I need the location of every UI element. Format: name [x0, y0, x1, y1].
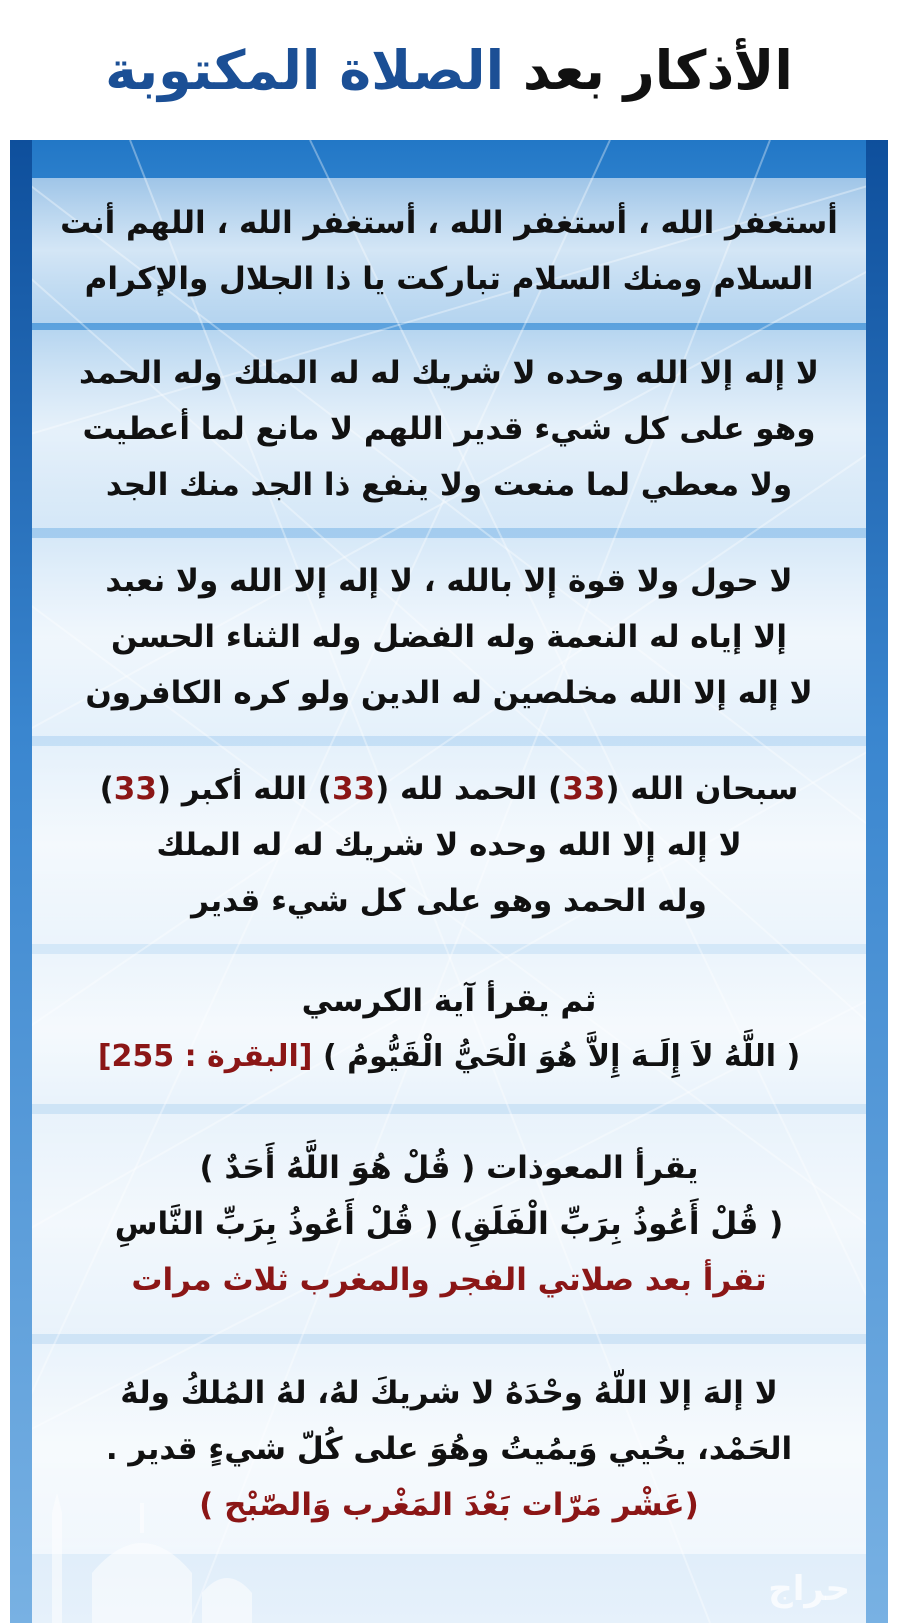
title-bar	[10, 0, 888, 140]
dhikr-note: (عَشْر مَرّات بَعْدَ المَغْرب وَالصّبْح )	[199, 1487, 699, 1523]
dhikr-block-2	[32, 330, 866, 528]
tasbih-text: ) الحمد لله (	[375, 771, 563, 807]
dhikr-block-1	[32, 178, 866, 323]
dhikr-line: وله الحمد وهو على كل شيء قدير	[191, 883, 707, 919]
tasbih-text: سبحان الله (	[605, 771, 799, 807]
mosque-silhouette-icon	[32, 1493, 272, 1623]
poster	[10, 0, 888, 1623]
ayat-al-kursi-line	[98, 1029, 800, 1085]
count-badge: 33	[113, 771, 157, 807]
tasbih-line	[100, 761, 799, 817]
dhikr-line: الحَمْد، يحُيي وَيمُيتُ وهُوَ على كُلّ شيءٍ قدير .	[105, 1431, 793, 1467]
dhikr-block-6	[32, 1114, 866, 1334]
dhikr-line: لا إله إلا الله وحده لا شريك له له الملك وله الحمد	[79, 355, 819, 391]
verse-text: ( اللَّهُ لاَ إِلَـهَ إِلاَّ هُوَ الْحَيُّ الْقَيُّومُ )	[322, 1039, 801, 1074]
dhikr-line: لا إله إلا الله مخلصين له الدين ولو كره الكافرون	[85, 675, 813, 711]
dhikr-line: ولا معطي لما منعت ولا ينفع ذا الجد منك الجد	[105, 467, 793, 503]
dhikr-line: وهو على كل شيء قدير اللهم لا مانع لما أعطيت	[82, 411, 816, 447]
dhikr-note: تقرأ بعد صلاتي الفجر والمغرب ثلاث مرات	[131, 1262, 767, 1298]
count-badge: 33	[331, 771, 376, 807]
dhikr-line: ( قُلْ أَعُوذُ بِرَبِّ الْفَلَقِ) ( قُلْ أَعُوذُ بِرَبِّ النَّاسِ	[114, 1206, 784, 1242]
dhikr-line: ثم يقرأ آية الكرسي	[301, 983, 597, 1019]
dhikr-block-3	[32, 538, 866, 736]
page-title	[105, 39, 793, 102]
tasbih-text: ) الله أكبر (	[156, 771, 332, 807]
dhikr-line: السلام ومنك السلام تباركت يا ذا الجلال والإكرام	[84, 260, 814, 297]
count-badge: 33	[562, 771, 606, 807]
dhikr-line: لا حول ولا قوة إلا بالله ، لا إله إلا الله ولا نعبد	[105, 563, 793, 599]
panel-edge-left	[10, 140, 32, 1623]
title-part-2: الصلاة المكتوبة	[105, 38, 505, 102]
dhikr-block-5	[32, 954, 866, 1104]
dhikr-line: لا إلهَ إلا اللّهُ وحْدَهُ لا شريكَ لهُ، لهُ المُلكُ ولهُ	[120, 1375, 778, 1411]
panel-edge-right	[866, 140, 888, 1623]
tasbih-text: )	[99, 771, 114, 807]
watermark-logo: حراج	[768, 1569, 850, 1609]
dhikr-line: إلا إياه له النعمة وله الفضل وله الثناء الحسن	[110, 619, 788, 655]
dhikr-line: أستغفر الله ، أستغفر الله ، أستغفر الله ، اللهم أنت	[60, 204, 838, 241]
dhikr-line: لا إله إلا الله وحده لا شريك له له الملك	[156, 827, 742, 863]
dhikr-line: يقرأ المعوذات ( قُلْ هُوَ اللَّهُ أَحَدٌ )	[199, 1150, 699, 1186]
content-panel	[10, 140, 888, 1623]
title-part-1: الأذكار بعد	[522, 38, 793, 102]
dhikr-block-4	[32, 746, 866, 944]
verse-reference: [البقرة : 255]	[97, 1039, 313, 1074]
